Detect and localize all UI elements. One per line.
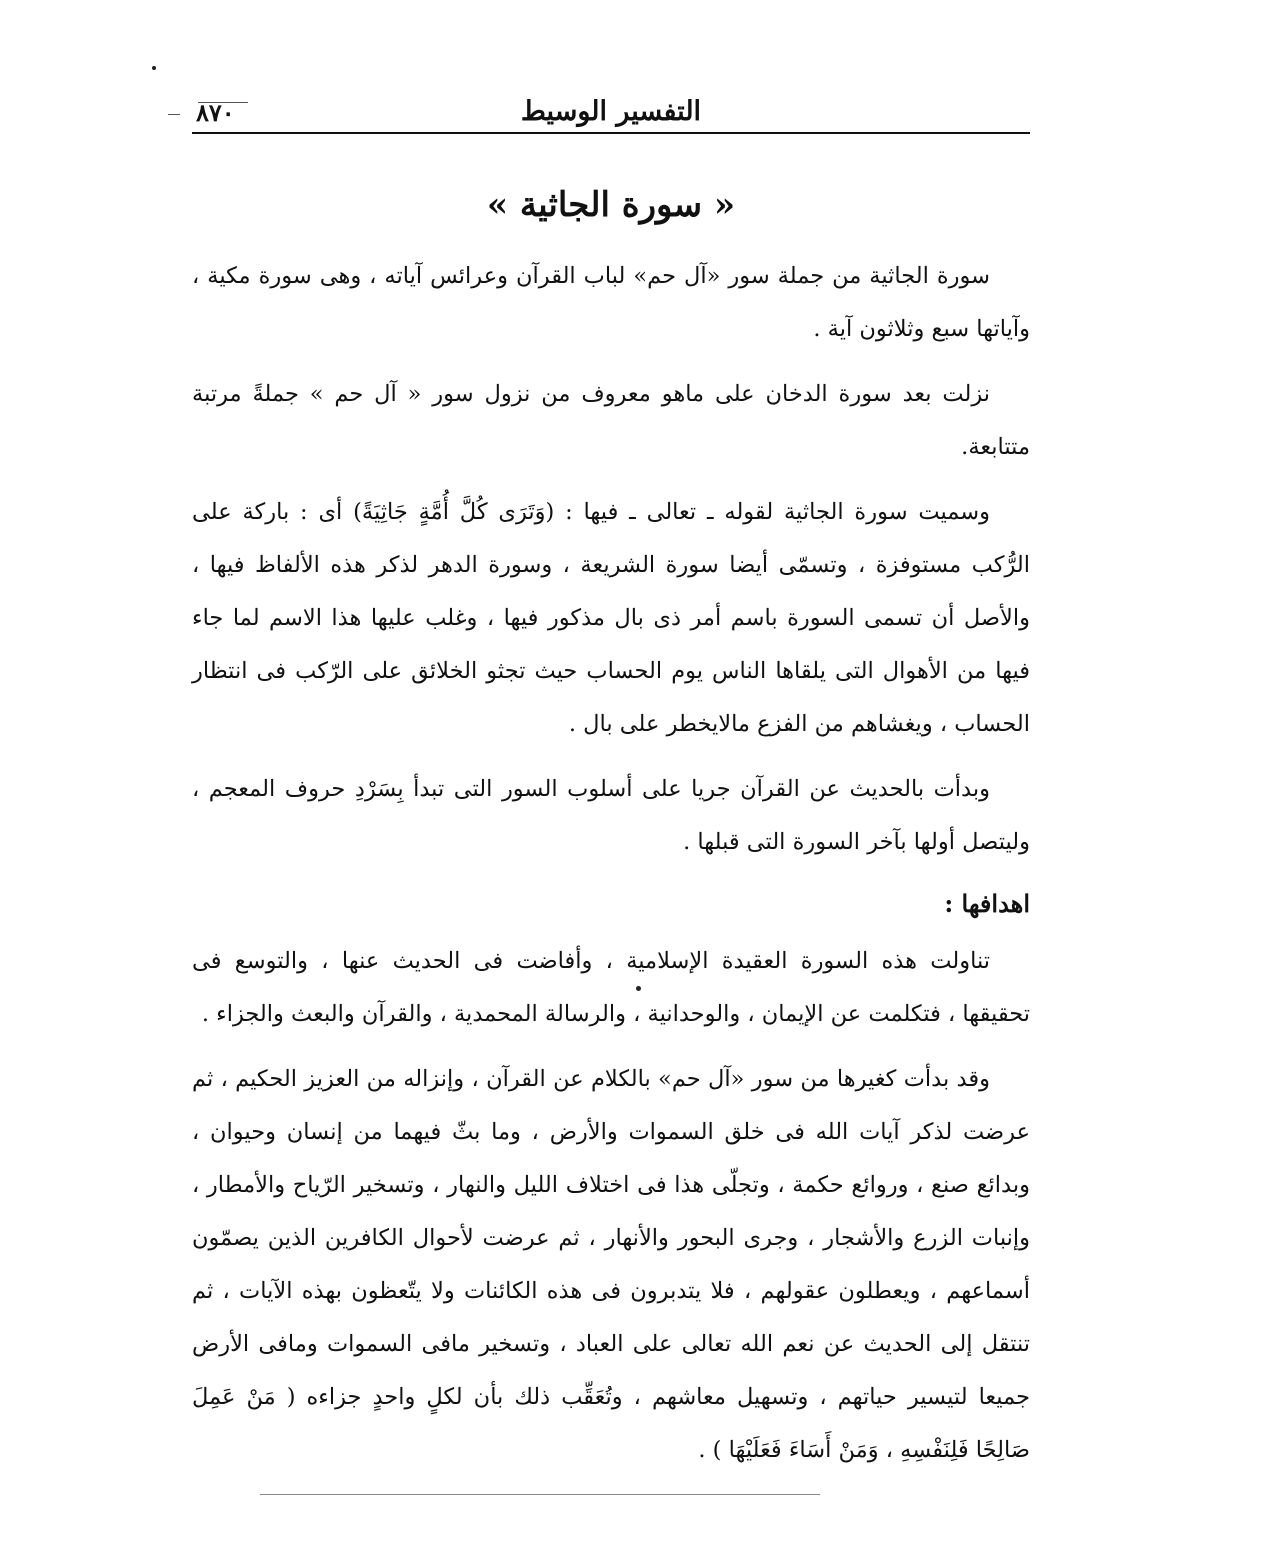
header-title: التفسير الوسيط (520, 96, 702, 127)
margin-dash (168, 114, 180, 115)
scan-speck (152, 66, 156, 70)
objectives-paragraph: تناولت هذه السورة العقيدة الإسلامية ، وأفاضت فى الحديث عنها ، والتوسع فى تحقيقها ، فتكلمت عن الإيمان ، والوحدانية ، والرسالة المحمدية ، والقرآن والبعث والجزاء . (192, 948, 1030, 1027)
intro-paragraph: سورة الجاثية من جملة سور «آل حم» لباب القرآن وعرائس آياته ، وهى سورة مكية ، وآياتها سبع وثلاثون آية . (192, 263, 1030, 342)
revelation-paragraph: نزلت بعد سورة الدخان على ماهو معروف من نزول سور « آل حم » جملةً مرتبة متتابعة. (192, 381, 1030, 460)
bottom-rule (260, 1494, 820, 1495)
page-body (192, 178, 1030, 1489)
opening-paragraph: وبدأت بالحديث عن القرآن جريا على أسلوب السور التى تبدأ بِسَرْدِ حروف المعجم ، وليتصل أولها بآخر السورة التى قبلها . (192, 776, 1030, 855)
running-header (192, 92, 1030, 132)
naming-paragraph: وسميت سورة الجاثية لقوله ـ تعالى ـ فيها : (وَتَرَى كُلَّ أُمَّةٍ جَاثِيَةً) أى : باركة على الرُّكب مستوفزة ، وتسمّى أيضا سورة الشريعة ، وسورة الدهر لذكر هذه الألفاظ فيها ، والأصل أن تسمى السورة باسم أمر ذى بال مذكور فيها ، وغلب عليها هذا الاسم لما جاء فيها من الأهوال التى يلقاها الناس يوم الحساب حيث تجثو الخلائق على الرّكب فى انتظار الحساب ، ويغشاهم من الفزع مالايخطر على بال . (192, 499, 1030, 737)
themes-paragraph: وقد بدأت كغيرها من سور «آل حم» بالكلام عن القرآن ، وإنزاله من العزيز الحكيم ، ثم عرضت لذكر آيات الله فى خلق السموات والأرض ، وما بثّ فيهما من إنسان وحيوان ، وبدائع صنع ، وروائع حكمة ، وتجلّى هذا فى اختلاف الليل والنهار ، وتسخير الرّياح والأمطار ، وإنبات الزرع والأشجار ، وجرى البحور والأنهار ، ثم عرضت لأحوال الكافرين الذين يصمّون أسماعهم ، ويعطلون عقولهم ، فلا يتدبرون فى هذه الكائنات ولا يتّعظون بهذه الآيات ، ثم تنتقل إلى الحديث عن نعم الله تعالى على العباد ، وتسخير مافى السموات ومافى الأرض جميعا لتيسير حياتهم ، وتسهيل معاشهم ، وتُعَقِّب ذلك بأن لكلٍ واحدٍ جزاءه ( مَنْ عَمِلَ صَالِحًا فَلِنَفْسِهِ ، وَمَنْ أَسَاءَ فَعَلَيْهَا ) . (192, 1066, 1030, 1463)
section-heading: اهدافها : (944, 889, 1030, 918)
page-number: ٨٧٠ (196, 98, 235, 127)
surah-title: « سورة الجاثية » (486, 185, 736, 225)
header-rule (192, 132, 1030, 134)
